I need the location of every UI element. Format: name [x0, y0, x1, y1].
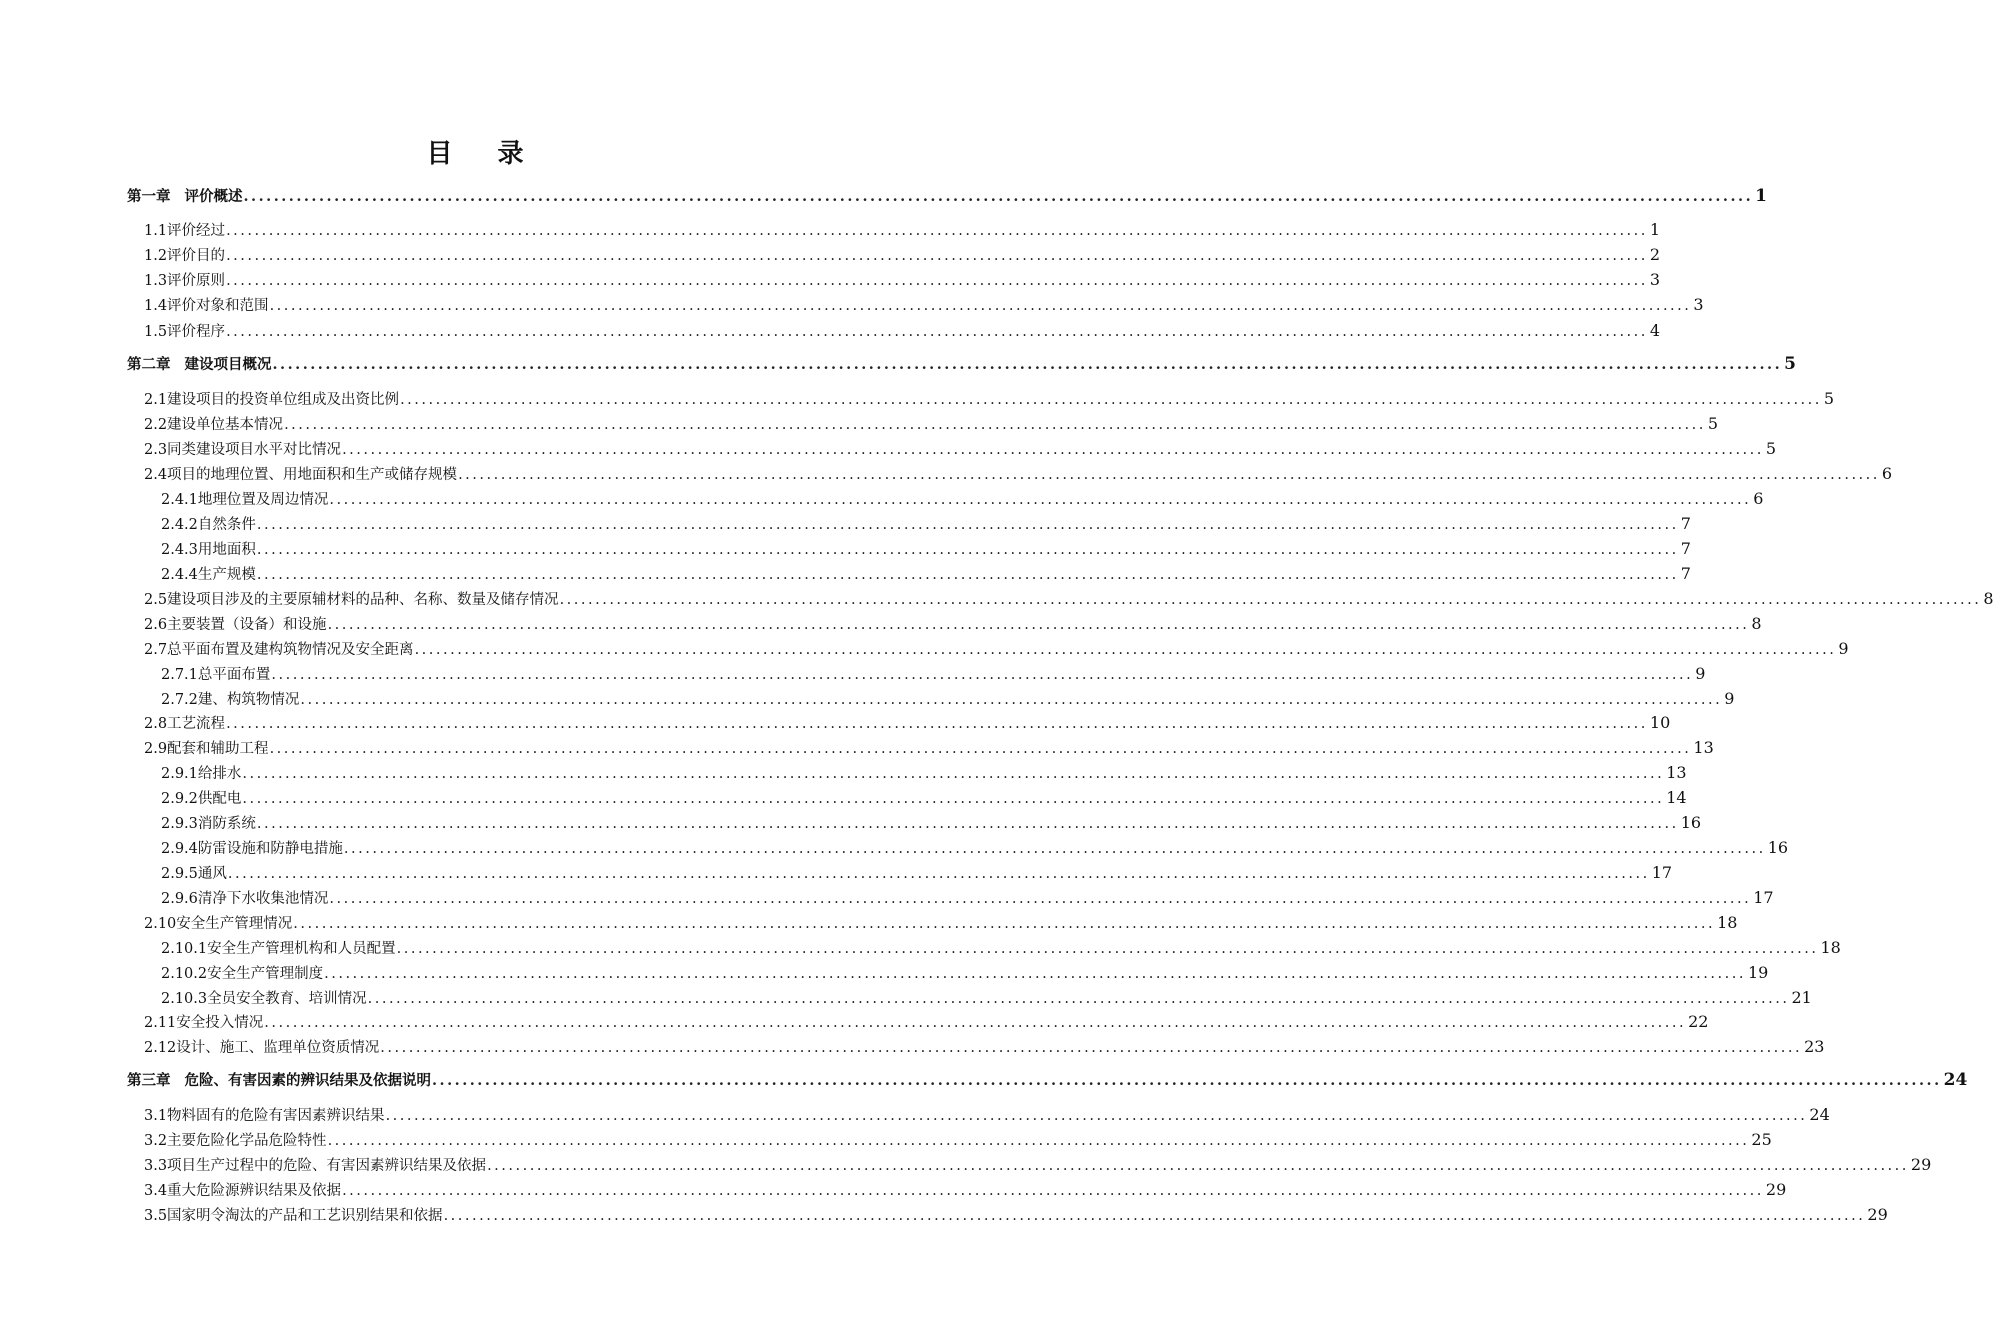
toc-entry-title: 2.4.3用地面积	[161, 542, 256, 558]
dot-leader: ........................................................................................................................................................................................................	[327, 1133, 1750, 1149]
dot-leader: ........................................................................................................................................................................................................	[269, 298, 1692, 314]
toc-entry-title: 2.9.2供配电	[161, 791, 242, 807]
page-number: 14	[1666, 788, 1687, 807]
toc-entry[interactable]	[144, 388, 1835, 410]
chapter-title: 建设项目概况	[184, 356, 272, 373]
toc-entry-title: 2.4项目的地理位置、用地面积和生产或储存规模	[144, 467, 458, 483]
toc-entry[interactable]	[144, 269, 1661, 291]
toc-entry[interactable]	[161, 862, 1673, 884]
page-number: 22	[1688, 1012, 1709, 1031]
toc-entry[interactable]	[144, 1179, 1787, 1201]
toc-entry[interactable]	[161, 962, 1769, 984]
page-number: 13	[1693, 738, 1714, 757]
toc-entry[interactable]	[144, 712, 1671, 734]
page-number: 5	[1765, 439, 1777, 458]
toc-entry[interactable]	[144, 413, 1719, 435]
toc-entry-title: 2.9.6清净下水收集池情况	[161, 891, 329, 907]
toc-entry-title: 2.10.3全员安全教育、培训情况	[161, 991, 367, 1007]
toc-entry[interactable]	[161, 663, 1706, 685]
dot-leader: ........................................................................................................................................................................................................	[300, 692, 1723, 708]
toc-entry-title: 2.11安全投入情况	[144, 1015, 264, 1031]
page-number: 24	[1809, 1105, 1830, 1124]
toc-entry[interactable]	[144, 1011, 1709, 1033]
dot-leader: ........................................................................................................................................................................................................	[380, 1040, 1803, 1056]
toc-entry-title: 2.10.1安全生产管理机构和人员配置	[161, 941, 396, 957]
page-number: 9	[1724, 689, 1735, 708]
toc-entry[interactable]	[161, 538, 1691, 560]
page-number: 24	[1943, 1070, 1968, 1090]
dot-leader: ........................................................................................................................................................................................................	[414, 642, 1837, 658]
chapter-number: 第三章	[127, 1072, 171, 1089]
toc-entry[interactable]	[144, 463, 1893, 485]
toc-entry[interactable]	[161, 513, 1691, 535]
toc-entry-title: 2.8工艺流程	[144, 716, 226, 732]
page-number: 4	[1649, 321, 1661, 340]
page-number: 25	[1751, 1130, 1772, 1149]
toc-entry[interactable]	[144, 1154, 1932, 1176]
toc-entry[interactable]	[144, 613, 1762, 635]
toc-entry[interactable]	[161, 488, 1764, 510]
toc-entry-title: 1.2评价目的	[144, 248, 226, 264]
page-number: 9	[1838, 639, 1849, 658]
toc-entry[interactable]	[144, 1104, 1830, 1126]
dot-leader: ........................................................................................................................................................................................................	[324, 966, 1746, 982]
page-number: 5	[1784, 354, 1796, 374]
dot-leader: ........................................................................................................................................................................................................	[226, 248, 1648, 264]
dot-leader: ........................................................................................................................................................................................................	[367, 991, 1790, 1007]
page-number: 7	[1680, 539, 1691, 558]
toc-entry[interactable]	[161, 688, 1735, 710]
chapter-title: 危险、有害因素的辨识结果及依据说明	[184, 1072, 431, 1089]
page-number: 29	[1867, 1205, 1888, 1224]
toc-entry-title: 1.4评价对象和范围	[144, 298, 269, 314]
toc-entry-title: 2.9配套和辅助工程	[144, 741, 269, 757]
dot-leader: ........................................................................................................................................................................................................	[269, 741, 1692, 757]
toc-entry-title: 3.5国家明令淘汰的产品和工艺识别结果和依据	[144, 1208, 443, 1224]
toc-entry-title: 2.6主要装置（设备）和设施	[144, 617, 327, 633]
toc-entry-title: 2.7总平面布置及建构筑物情况及安全距离	[144, 642, 414, 658]
chapter-title: 评价概述	[184, 188, 243, 205]
dot-leader: ........................................................................................................................................................................................................	[329, 891, 1752, 907]
toc-entry-title: 2.10.2安全生产管理制度	[161, 966, 324, 982]
page-number: 8	[1751, 614, 1762, 633]
page-number: 29	[1765, 1180, 1787, 1199]
page-number: 13	[1666, 763, 1687, 782]
toc-entry-title: 2.7.1总平面布置	[161, 667, 271, 683]
page-number: 21	[1791, 988, 1812, 1007]
page-number: 7	[1680, 514, 1691, 533]
toc-chapter[interactable]	[127, 353, 1796, 375]
toc-entry[interactable]	[161, 787, 1687, 809]
toc-entry-title: 2.1建设项目的投资单位组成及出资比例	[144, 392, 400, 408]
toc-entry[interactable]	[144, 320, 1661, 342]
page-number: 1	[1755, 186, 1767, 206]
dot-leader: ........................................................................................................................................................................................................	[242, 766, 1665, 782]
page-number: 1	[1649, 220, 1661, 239]
page-number: 10	[1649, 713, 1671, 732]
toc-entry-title: 2.2建设单位基本情况	[144, 417, 284, 433]
dot-leader: ........................................................................................................................................................................................................	[226, 324, 1648, 340]
page-number: 18	[1717, 913, 1738, 932]
toc-entry[interactable]	[144, 1036, 1825, 1058]
toc-entry[interactable]	[144, 737, 1714, 759]
toc-entry-title: 1.1评价经过	[144, 223, 226, 239]
page-number: 17	[1651, 863, 1673, 882]
chapter-number: 第二章	[127, 356, 171, 373]
toc-entry[interactable]	[161, 563, 1691, 585]
dot-leader: ........................................................................................................................................................................................................	[342, 1183, 1764, 1199]
chapter-number: 第一章	[127, 188, 171, 205]
toc-entry-title: 2.5建设项目涉及的主要原辅材料的品种、名称、数量及储存情况	[144, 592, 559, 608]
toc-entry-title: 2.10安全生产管理情况	[144, 916, 293, 932]
page-number: 6	[1881, 464, 1893, 483]
dot-leader: ........................................................................................................................................................................................................	[458, 467, 1880, 483]
toc-entry-title: 2.12设计、施工、监理单位资质情况	[144, 1040, 380, 1056]
toc-entry[interactable]	[161, 987, 1812, 1009]
toc-entry[interactable]	[144, 294, 1704, 316]
dot-leader: ........................................................................................................................................................................................................	[342, 442, 1764, 458]
toc-entry-title: 3.1物料固有的危险有害因素辨识结果	[144, 1108, 385, 1124]
toc-entry[interactable]	[144, 244, 1661, 266]
page-number: 7	[1680, 564, 1691, 583]
page-number: 17	[1753, 888, 1774, 907]
dot-leader: ........................................................................................................................................................................................................	[327, 617, 1750, 633]
page-number: 9	[1695, 664, 1706, 683]
page-number: 18	[1820, 938, 1841, 957]
dot-leader: ........................................................................................................................................................................................................	[343, 841, 1766, 857]
dot-leader: ........................................................................................................................................................................................................	[256, 517, 1679, 533]
toc-entry[interactable]	[144, 219, 1661, 241]
toc-entry-title: 3.4重大危险源辨识结果及依据	[144, 1183, 342, 1199]
page-number: 8	[1983, 589, 1994, 608]
toc-entry[interactable]	[161, 837, 1789, 859]
dot-leader: ........................................................................................................................................................................................................	[293, 916, 1716, 932]
page-number: 3	[1649, 270, 1661, 289]
page-number: 16	[1680, 813, 1702, 832]
dot-leader: ........................................................................................................................................................................................................	[256, 542, 1679, 558]
page-number: 29	[1910, 1155, 1932, 1174]
dot-leader: ........................................................................................................................................................................................................	[226, 273, 1648, 289]
toc-entry-title: 2.9.1给排水	[161, 766, 242, 782]
toc-entry[interactable]	[144, 1129, 1772, 1151]
toc-entry-title: 3.3项目生产过程中的危险、有害因素辨识结果及依据	[144, 1158, 487, 1174]
dot-leader: ........................................................................................................................................................................................................	[559, 592, 1982, 608]
toc-entry-title	[127, 354, 272, 376]
dot-leader: ........................................................................................................................................................................................................	[443, 1208, 1866, 1224]
toc-entry-title: 2.9.5通风	[161, 866, 227, 882]
toc-entry-title: 1.3评价原则	[144, 273, 226, 289]
dot-leader: ........................................................................................................................................................................................................	[487, 1158, 1909, 1174]
dot-leader: ........................................................................................................................................................................................................	[256, 816, 1679, 832]
page-number: 23	[1804, 1037, 1825, 1056]
toc-entry-title: 1.5评价程序	[144, 324, 226, 340]
toc-entry-title: 2.4.1地理位置及周边情况	[161, 492, 329, 508]
toc-chapter[interactable]	[127, 185, 1767, 207]
dot-leader: ........................................................................................................................................................................................................	[264, 1015, 1687, 1031]
dot-leader: ........................................................................................................................................................................................................	[256, 567, 1679, 583]
toc-entry[interactable]	[161, 887, 1774, 909]
toc-entry-title: 3.2主要危险化学品危险特性	[144, 1133, 327, 1149]
toc-entry-title	[127, 1070, 431, 1092]
dot-leader: ........................................................................................................................................................................................................	[271, 667, 1694, 683]
toc-entry-title: 2.9.4防雷设施和防静电措施	[161, 841, 343, 857]
toc-entry-title	[127, 186, 243, 208]
toc-entry[interactable]	[161, 812, 1702, 834]
toc-entry[interactable]	[144, 638, 1849, 660]
dot-leader: ........................................................................................................................................................................................................	[272, 356, 1783, 373]
dot-leader: ........................................................................................................................................................................................................	[243, 188, 1754, 205]
page-title: 目 录	[426, 139, 542, 169]
page-number: 16	[1767, 838, 1789, 857]
dot-leader: ........................................................................................................................................................................................................	[226, 716, 1648, 732]
dot-leader: ........................................................................................................................................................................................................	[385, 1108, 1808, 1124]
dot-leader: ........................................................................................................................................................................................................	[400, 392, 1822, 408]
toc-entry[interactable]	[144, 438, 1777, 460]
toc-entry-title: 2.4.2自然条件	[161, 517, 256, 533]
page-number: 5	[1823, 389, 1835, 408]
dot-leader: ........................................................................................................................................................................................................	[329, 492, 1752, 508]
toc-entry-title: 2.9.3消防系统	[161, 816, 256, 832]
toc-entry[interactable]	[144, 1204, 1888, 1226]
page-number: 19	[1747, 963, 1769, 982]
toc-entry[interactable]	[161, 762, 1687, 784]
page-number: 5	[1707, 414, 1719, 433]
dot-leader: ........................................................................................................................................................................................................	[242, 791, 1665, 807]
toc-entry[interactable]	[144, 912, 1738, 934]
dot-leader: ........................................................................................................................................................................................................	[227, 866, 1650, 882]
page-number: 2	[1649, 245, 1661, 264]
toc-entry[interactable]	[161, 937, 1841, 959]
page-number: 6	[1753, 489, 1764, 508]
toc-entry-title: 2.3同类建设项目水平对比情况	[144, 442, 342, 458]
dot-leader: ........................................................................................................................................................................................................	[284, 417, 1706, 433]
toc-entry[interactable]	[144, 588, 1994, 610]
toc-entry-title: 2.7.2建、构筑物情况	[161, 692, 300, 708]
toc-entry-title: 2.4.4生产规模	[161, 567, 256, 583]
page-number: 3	[1693, 295, 1704, 314]
dot-leader: ........................................................................................................................................................................................................	[432, 1072, 1942, 1089]
toc-chapter[interactable]	[127, 1069, 1968, 1091]
dot-leader: ........................................................................................................................................................................................................	[226, 223, 1648, 239]
dot-leader: ........................................................................................................................................................................................................	[396, 941, 1819, 957]
